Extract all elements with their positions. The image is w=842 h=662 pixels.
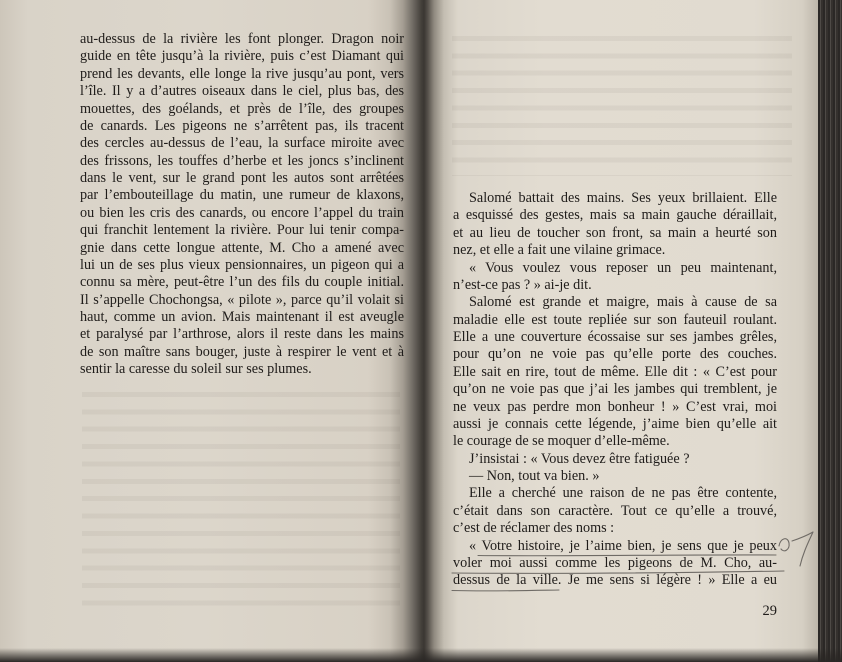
left-page-line: sentir la caresse du soleil sur ses plumes. [80,361,312,378]
left-page-line: ou bien les cris des canards, ou encore l’appel du train [80,204,404,221]
left-page-line: lui un de ses plus vieux pensionnaires, un pigeon qui a [80,256,404,273]
right-page-line: Elle sait en rire, tout de même. Elle dit : « C’est pour [453,363,777,380]
left-page-line: de son maître sans bouger, juste à respirer le vent et à [80,343,404,360]
right-page-line: pour qu’on ne voie pas qu’elle porte des couches. [453,346,777,363]
show-through-text [452,36,792,176]
left-page-line: l’île. Il y a d’autres oiseaux dans le ciel, plus bas, des [80,83,404,100]
left-page-text [80,31,404,379]
right-page-line: c’est de réclamer des noms : [453,520,615,537]
right-page-line: ne veux pas perdre mon bonheur ! » C’est vrai, moi [453,398,777,415]
left-page-line: par l’embouteillage du matin, une rumeur de klaxons, [80,187,404,204]
left-page-line: des frissons, les touffes d’herbe et les joncs s’inclinent [80,152,404,169]
left-page-line: gnie dans cette longue attente, M. Cho a amené avec [80,239,404,256]
right-page-line: le courage de se moquer d’elle-même. [453,433,670,450]
right-page-line: voler moi aussi comme les pigeons de M. Cho, au- [453,554,777,571]
right-page-line: Salomé battait des mains. Ses yeux brillaient. Elle [469,190,777,206]
page-edges [818,0,842,662]
left-page-line: mouettes, des goélands, et près de l’île, des groupes [80,100,404,117]
left-page-line: guide en tête jusqu’à la rivière, puis c’est Diamant qui [80,48,404,65]
right-page-line: a esquissé des gestes, mais sa main gauche déraillait, [453,207,777,224]
right-page-line: maladie elle est toute repliée sur son fauteuil roulant. [453,311,777,328]
right-page-line: « Vous voulez vous reposer un peu maintenant, [469,259,777,276]
left-page-line: Il s’appelle Chochongsa, « pilote », parce qu’il volait si [80,291,404,308]
right-page-line: qu’on ne voie pas que j’ai les jambes qui tremblent, je [453,381,777,398]
right-page-line: Elle a une couverture écossaise sur ses jambes grêles, [453,329,777,345]
left-page-line: au-dessus de la rivière les font plonger. Dragon noir [80,31,404,47]
right-page-line: Elle a cherché une raison de ne pas être contente, [469,485,777,502]
right-page-line: n’est-ce pas ? » ai-je dit. [453,276,592,293]
left-page-line: haut, comme un avion. Mais maintenant il est aveugle [80,309,404,325]
right-page-text [453,190,777,590]
right-page [424,0,818,662]
right-page-line: — Non, tout va bien. » [469,468,600,484]
bottom-shadow [0,648,842,662]
right-page-line: Salomé est grande et maigre, mais à cause de sa [469,294,777,311]
right-page-line: « Votre histoire, je l’aime bien, je sens que je peux [469,537,777,554]
left-page-line: prend les devants, elle longe la rive jusqu’au pont, vers [80,65,404,82]
left-page-line: dans le vent, sur le grand pont les autos sont arrêtées [80,170,404,186]
right-page-line: J’insistai : « Vous devez être fatiguée ? [469,450,690,467]
left-page-line: connu sa mère, peut-être l’un des fils du couple initial. [80,274,404,291]
show-through-text [82,392,400,610]
right-page-line: dessus de la ville. Je me sens si légère ! » Elle a eu [453,572,777,589]
right-page-line: et au lieu de toucher son front, sa main a heurté son [453,224,777,241]
left-page-line: qui franchit lentement la rivière. Pour lui tenir compa- [80,222,404,239]
left-page-line: de canards. Les pigeons ne s’arrêtent pas, ils tracent [80,117,404,134]
left-page-line: des cercles au-dessus de l’eau, la surface miroite avec [80,135,404,152]
right-page-line: c’était dans son caractère. Tout ce qu’elle a trouvé, [453,502,777,519]
left-page-line: et paralysé par l’arthrose, alors il reste dans les mains [80,326,404,343]
page-number: 29 [762,603,777,619]
right-page-line: aussi je connais cette légende, j’aime bien qu’elle ait [453,415,777,432]
right-page-line: nez, et elle a fait une vilaine grimace. [453,242,666,259]
